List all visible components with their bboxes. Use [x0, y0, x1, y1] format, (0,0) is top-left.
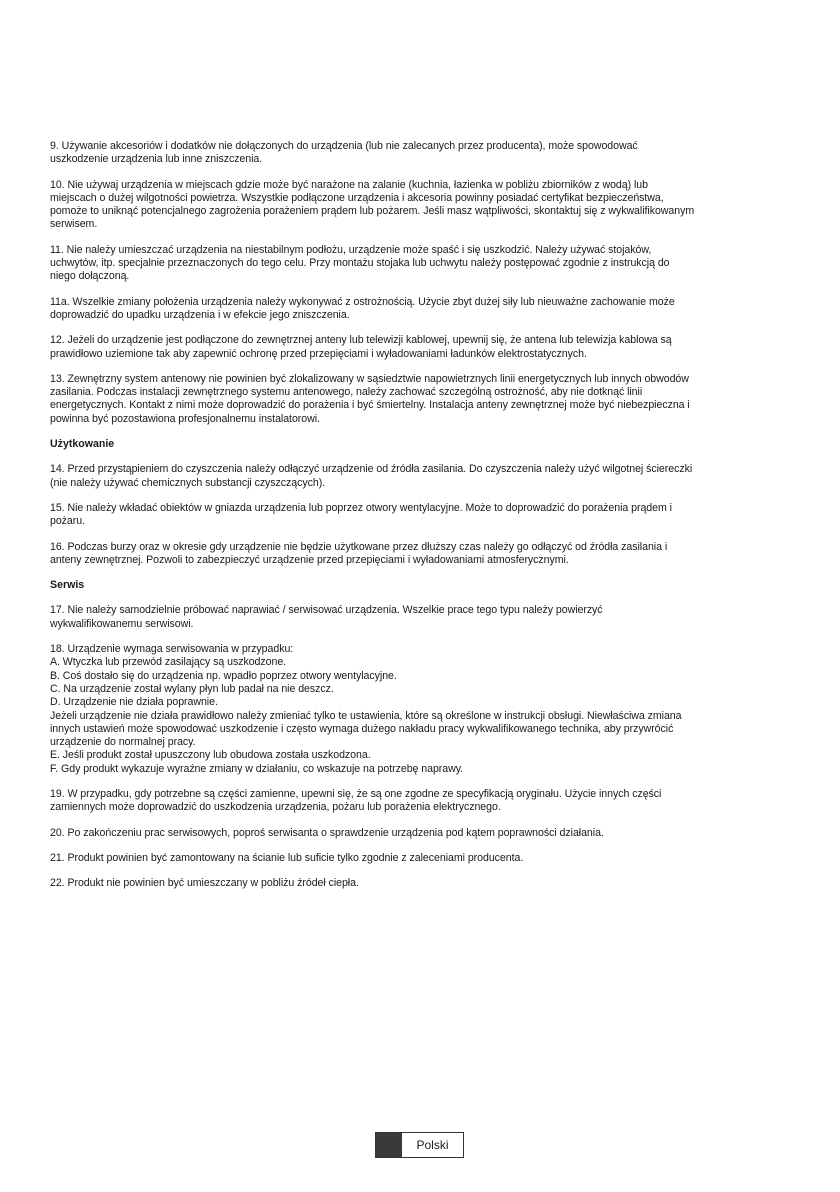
paragraph-20: 20. Po zakończeniu prac serwisowych, poproś serwisanta o sprawdzenie urządzenia pod kątem poprawności działania. [50, 826, 604, 839]
paragraph-11: 11. Nie należy umieszczać urządzenia na niestabilnym podłożu, urządzenie może spaść i się uszkodzić. Należy używać stojaków, uchwytów, itp. specjalnie przeznaczonych do tego celu. Przy montażu stojaka lub uchwytu należy postępować zgodnie z instrukcją do niego dołączoną. [50, 243, 670, 283]
paragraph-15: 15. Nie należy wkładać obiektów w gniazda urządzenia lub poprzez otwory wentylacyjne. Może to doprowadzić do porażenia prądem i pożaru. [50, 501, 672, 528]
language-color-swatch [376, 1133, 402, 1157]
paragraph-14: 14. Przed przystąpieniem do czyszczenia należy odłączyć urządzenie od źródła zasilania. Do czyszczenia należy użyć wilgotnej ściereczki (nie należy używać chemicznych substancji czyszczących). [50, 463, 693, 489]
paragraph-16: 16. Podczas burzy oraz w okresie gdy urządzenie nie będzie użytkowane przez dłuższy czas należy go odłączyć od źródła zasilania i anteny zewnętrznej. Pozwoli to zabezpieczyć urządzenie przed przepięciami i wyładowaniami atmosferycznymi. [50, 540, 668, 566]
paragraph-10: 10. Nie używaj urządzenia w miejscach gdzie może być narażone na zalanie (kuchnia, łazienka w pobliżu zbiorników z wodą) lub miejscach o dużej wilgotności powietrza. Wszystkie podłączone urządzenia i akcesoria powinny posiadać certyfikat bezpieczeństwa, pomoże to uniknąć potencjalnego zagrożenia porażeniem prądem lub pożarem. Jeśli masz wątpliwości, skontaktuj się z wykwalifikowanym serwisem. [50, 178, 695, 231]
paragraph-13: 13. Zewnętrzny system antenowy nie powinien być zlokalizowany w sąsiedztwie napowietrznych linii energetycznych lub innych obwodów zasilania. Podczas instalacji zewnętrznego systemu antenowego, należy zachować szczególną ostrożność, aby nie dotknąć linii energetycznych. Kontakt z nimi może doprowadzić do porażenia i być śmiertelny. Instalacja anteny zewnętrznej może być niebezpieczna i powinna być pozostawiona profesjonalnemu instalatorowi. [50, 372, 690, 425]
paragraph-9: 9. Używanie akcesoriów i dodatków nie dołączonych do urządzenia (lub nie zalecanych przez producenta), może spowodować uszkodzenie urządzenia lub inne zniszczenia. [50, 140, 638, 166]
document-body [50, 140, 792, 902]
section-heading-usage: Użytkowanie [50, 438, 115, 451]
paragraph-19: 19. W przypadku, gdy potrzebne są części zamienne, upewni się, że są one zgodne ze specyfikacją oryginału. Użycie innych części zamiennych może doprowadzić do uszkodzenia urządzenia, pożaru lub porażenia elektrycznego. [50, 787, 662, 814]
paragraph-12: 12. Jeżeli do urządzenie jest podłączone do zewnętrznej anteny lub telewizji kablowej, upewnij się, że antena lub telewizja kablowa są prawidłowo uziemione tak aby zapewnić ochronę przed przepięciami i wyładowaniami ładunków elektrostatycznych. [50, 334, 672, 360]
section-heading-service: Serwis [50, 579, 85, 592]
paragraph-17: 17. Nie należy samodzielnie próbować naprawiać / serwisować urządzenia. Wszelkie prace tego typu należy powierzyć wykwalifikowanemu serwisowi. [50, 604, 603, 630]
paragraph-18: 18. Urządzenie wymaga serwisowania w przypadku: A. Wtyczka lub przewód zasilający są uszkodzone. B. Coś dostało się do urządzenia np. wpadło poprzez otwory wentylacyjne. C. Na urządzenie został wylany płyn lub padał na nie deszcz. D. Urządzenie nie działa poprawnie. Jeżeli urządzenie nie działa prawidłowo należy zmieniać tylko te ustawienia, które są określone w instrukcji obsługi. Niewłaściwa zmiana innych ustawień może spowodować uszkodzenie i często wymaga dużego nakładu pracy wykwalifikowanego technika, aby przywrócić urządzenie do normalnej pracy. E. Jeśli produkt został upuszczony lub obudowa została uszkodzona. F. Gdy produkt wykazuje wyraźne zmiany w działaniu, co wskazuje na potrzebę naprawy. [50, 643, 682, 775]
language-label: Polski [416, 1138, 449, 1152]
paragraph-22: 22. Produkt nie powinien być umieszczany w pobliżu źródeł ciepła. [50, 877, 359, 890]
paragraph-21: 21. Produkt powinien być zamontowany na ścianie lub suficie tylko zgodnie z zaleceniami producenta. [50, 851, 524, 864]
paragraph-11a: 11a. Wszelkie zmiany położenia urządzenia należy wykonywać z ostrożnością. Użycie zbyt dużej siły lub nieuważne zachowanie może doprowadzić do upadku urządzenia i w efekcie jego zniszczenia. [50, 295, 675, 321]
language-badge [375, 1132, 464, 1158]
